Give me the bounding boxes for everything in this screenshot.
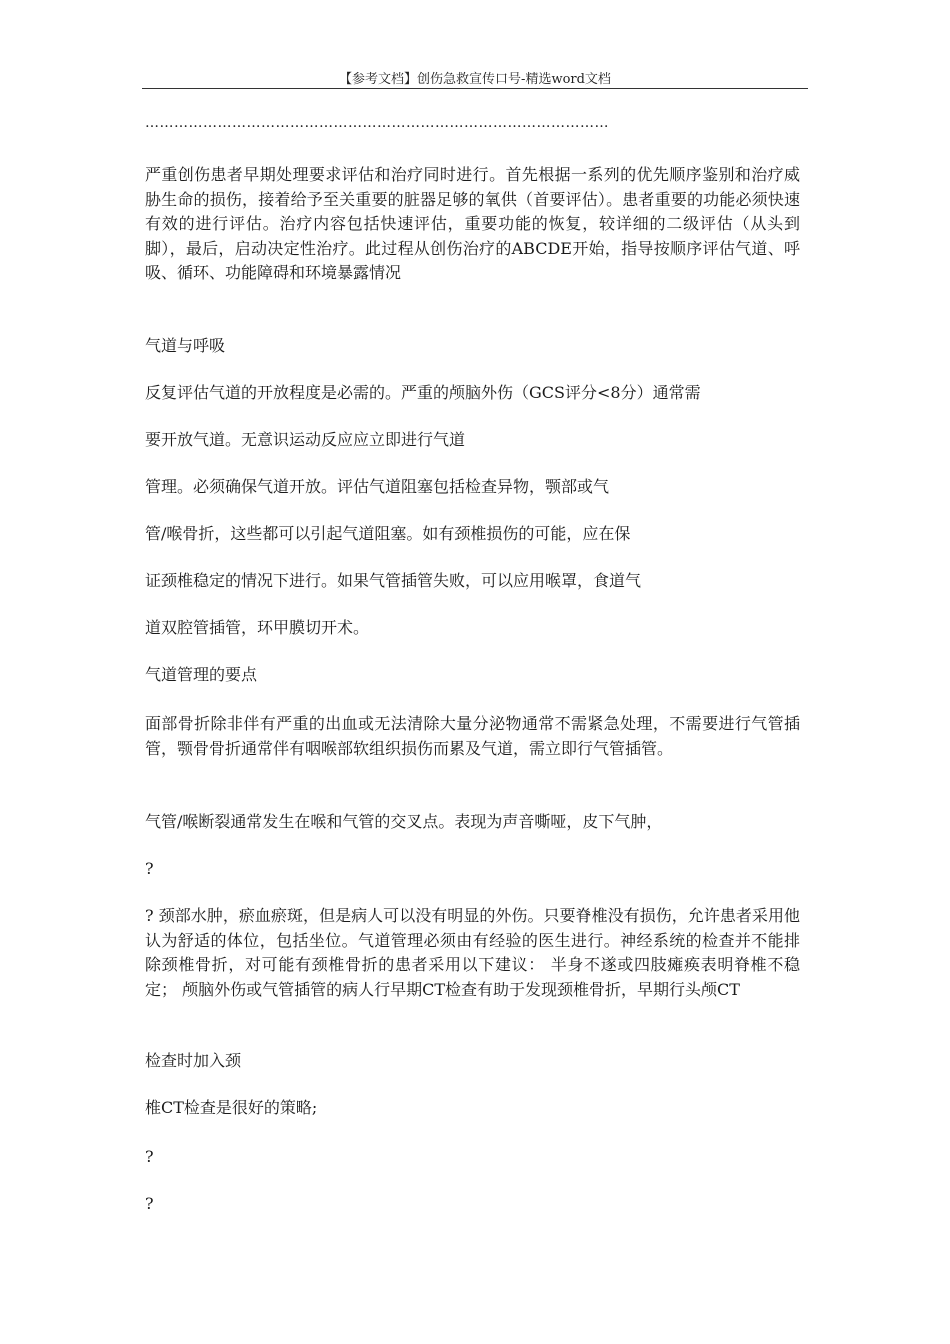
paragraph-line: 气管/喉断裂通常发生在喉和气管的交叉点。表现为声音嘶哑，皮下气肿， bbox=[145, 812, 663, 831]
bullet-marker: ? bbox=[145, 859, 154, 878]
paragraph-line: 要开放气道。无意识运动反应应立即进行气道 bbox=[145, 430, 466, 449]
bullet-marker: ? bbox=[145, 1147, 154, 1166]
paragraph-line: 道双腔管插管，环甲膜切开术。 bbox=[145, 618, 370, 637]
paragraph-neck-injury: ? 颈部水肿，瘀血瘀斑，但是病人可以没有明显的外伤。只要脊椎没有损伤，允许患者采用他认为舒适的体位，包括坐位。气道管理必须由有经验的医生进行。神经系统的检查并不能排除颈椎骨折，对可能有颈椎骨折的患者采用以下建议： 半身不遂或四肢瘫痪表明脊椎不稳定； 颅脑外伤或气管插管的病人行早期CT检查有助于发现颈椎骨折，早期行头颅CT bbox=[145, 906, 800, 999]
paragraph-line: 检查时加入颈 bbox=[145, 1051, 242, 1070]
header-rule bbox=[142, 88, 808, 89]
section-heading-airway-management: 气道管理的要点 bbox=[145, 665, 258, 684]
paragraph-facial-fracture: 面部骨折除非伴有严重的出血或无法清除大量分泌物通常不需紧急处理，不需要进行气管插管，颚骨骨折通常伴有咽喉部软组织损伤而累及气道，需立即行气管插管。 bbox=[145, 714, 800, 758]
paragraph-line: 管/喉骨折，这些都可以引起气道阻塞。如有颈椎损伤的可能，应在保 bbox=[145, 524, 631, 543]
bullet-marker: ? bbox=[145, 1194, 154, 1213]
paragraph-line: 椎CT检查是很好的策略; bbox=[145, 1098, 318, 1117]
page-header: 【参考文档】创伤急救宣传口号-精选word文档 bbox=[339, 72, 611, 87]
paragraph-intro: 严重创伤患者早期处理要求评估和治疗同时进行。首先根据一系列的优先顺序鉴别和治疗威胁生命的损伤，接着给予至关重要的脏器足够的氧供（首要评估）。患者重要的功能必须快速有效的进行评估。治疗内容包括快速评估，重要功能的恢复，较详细的二级评估（从头到脚），最后，启动决定性治疗。此过程从创伤治疗的ABCDE开始，指导按顺序评估气道、呼吸、循环、功能障碍和环境暴露情况 bbox=[145, 165, 800, 282]
dotted-separator: …………………………………………………………………………………… bbox=[145, 115, 609, 131]
paragraph-line: 反复评估气道的开放程度是必需的。严重的颅脑外伤（GCS评分<8分）通常需 bbox=[145, 383, 701, 402]
paragraph-line: 管理。必须确保气道开放。评估气道阻塞包括检查异物，颚部或气 bbox=[145, 477, 610, 496]
paragraph-line: 证颈椎稳定的情况下进行。如果气管插管失败，可以应用喉罩，食道气 bbox=[145, 571, 642, 590]
section-heading-airway-breathing: 气道与呼吸 bbox=[145, 336, 226, 355]
